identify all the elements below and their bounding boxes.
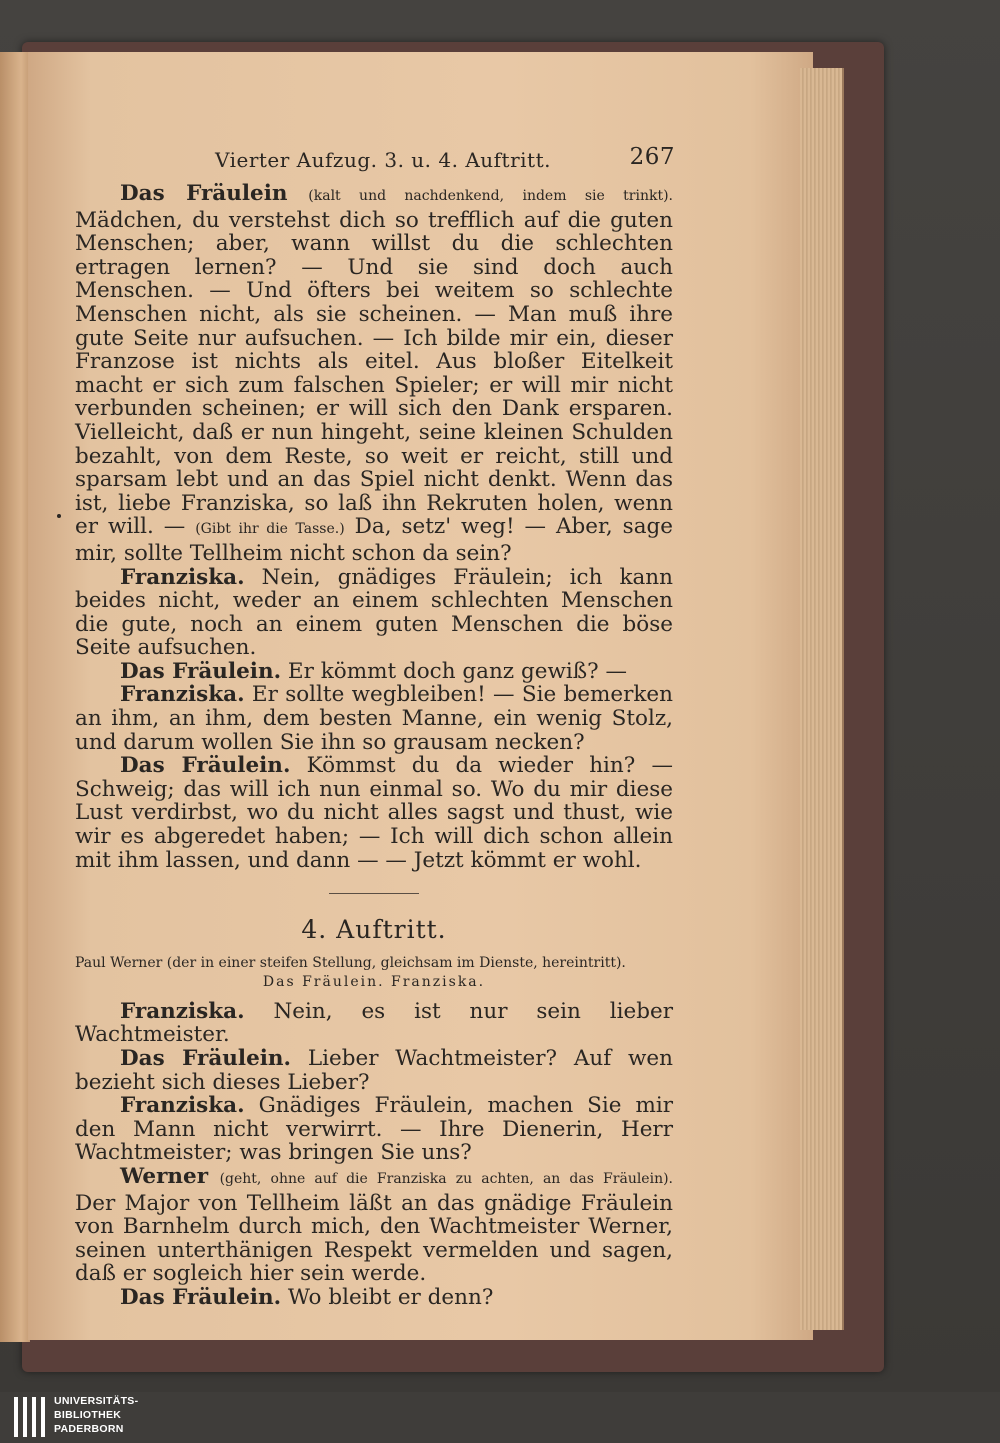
dialogue-text: Nein, es ist nur sein lieber Wachtmeister.	[75, 998, 673, 1048]
paragraph	[75, 1047, 673, 1094]
paragraph	[75, 566, 673, 660]
speaker-name: Das Fräulein.	[120, 658, 282, 684]
paragraph	[75, 182, 673, 566]
scene-title: 4. Auftritt.	[301, 915, 447, 945]
dialogue-text: Er sollte wegbleiben! — Sie bemerken an ihm, an ihm, dem besten Manne, ein wenig Stolz, und darum wollen Sie ihn so grausam necken?	[75, 682, 673, 755]
page-text	[75, 182, 673, 1310]
page-stack-edge	[800, 68, 844, 1330]
dialogue-text: Gnädiges Fräulein, machen Sie mir den Mann nicht verwirrt. — Ihre Dienerin, Herr Wachtmeister; was bringen Sie uns?	[75, 1093, 673, 1166]
paragraph	[75, 1000, 673, 1047]
paragraph	[75, 1165, 673, 1286]
margin-mark	[57, 514, 61, 518]
dialogue-text: Er kömmt doch ganz gewiß? —	[287, 658, 627, 684]
paragraph	[75, 754, 673, 872]
speaker-name: Das Fräulein	[120, 181, 288, 206]
stage-direction: (kalt und nachdenkend, indem sie trinkt).	[308, 188, 674, 204]
cast-line: Das Fräulein. Franziska.	[262, 973, 486, 990]
page-number: 267	[629, 144, 675, 170]
dialogue-text: Wo bleibt er denn?	[287, 1284, 494, 1310]
cast-list	[75, 954, 673, 992]
paragraph	[75, 660, 673, 684]
cast-line: Paul Werner (der in einer steifen Stellung, gleichsam im Dienste, hereintritt).	[75, 954, 626, 971]
library-logo-icon	[14, 1397, 48, 1437]
speaker-name: Das Fräulein.	[120, 1284, 282, 1310]
logo-text: BIBLIOTHEK	[54, 1409, 122, 1421]
dialogue-text: Lieber Wachtmeister? Auf wen bezieht sich dieses Lieber?	[75, 1046, 673, 1095]
speaker-name: Franziska.	[120, 998, 245, 1024]
dialogue-text: Mädchen, du verstehst dich so trefflich auf die guten Menschen; aber, wann willst du die schlechten ertragen lernen? — Und sie sind doch auch Menschen. — Und öfters bei weitem so schlechte Menschen nicht, als sie scheinen. — Man muß ihre gute Seite nur aufsuchen. — Ich bilde mir ein, dieser Franzose ist nichts als eitel. Aus bloßer Eitelkeit macht er sich zum falschen Spieler; er will mir nicht verbunden scheinen; er will sich den Dank ersparen. Vielleicht, daß er nun hingeht, seine kleinen Schulden bezahlt, von dem Reste, so weit er reicht, still und sparsam lebt und an das Spiel nicht denkt. Wenn das ist, liebe Franziska, so laß ihn Rekruten holen, wenn er will. —	[75, 207, 673, 540]
logo-text: PADERBORN	[54, 1423, 124, 1435]
speaker-name: Franziska.	[120, 682, 245, 708]
speaker-name: Werner	[120, 1163, 209, 1189]
dialogue-text: Der Major von Tellheim läßt an das gnädige Fräulein von Barnhelm durch mich, den Wachtmeister Werner, seinen unterthänigen Respekt vermelden und sagen, daß er sogleich hier sein werde.	[75, 1190, 673, 1287]
stage-direction: (Gibt ihr die Tasse.)	[195, 521, 345, 538]
paragraph	[75, 683, 673, 754]
page-header	[215, 144, 675, 176]
left-page-edge	[0, 52, 30, 1342]
speaker-name: Franziska.	[120, 1093, 245, 1119]
speaker-name: Franziska.	[120, 564, 245, 590]
section-divider	[329, 893, 419, 894]
dialogue-text: Kömmst du da wieder hin? — Schweig; das will ich nun einmal so. Wo du mir diese Lust verdirbst, wo du nicht alles sagst und thust, wie wir es abgeredet haben; — Ich will dich schon allein mit ihm lassen, und dann — — Jetzt kömmt er wohl.	[75, 753, 673, 873]
library-logo	[0, 1392, 1000, 1443]
paragraph	[75, 1286, 673, 1310]
paragraph	[75, 1094, 673, 1165]
logo-text: UNIVERSITÄTS-	[54, 1395, 139, 1407]
dialogue-text: Da, setz' weg! — Aber, sage mir, sollte Tellheim nicht schon da sein?	[75, 514, 674, 566]
running-head: Vierter Aufzug. 3. u. 4. Auftritt.	[215, 148, 551, 172]
speaker-name: Das Fräulein.	[120, 1046, 292, 1071]
dialogue-text: Nein, gnädiges Fräulein; ich kann beides nicht, weder an einem schlechten Menschen die gute, noch an einem guten Menschen die böse Seite aufsuchen.	[75, 564, 673, 661]
stage-direction: (geht, ohne auf die Franziska zu achten, an das Fräulein).	[219, 1170, 674, 1187]
speaker-name: Das Fräulein.	[120, 753, 291, 779]
